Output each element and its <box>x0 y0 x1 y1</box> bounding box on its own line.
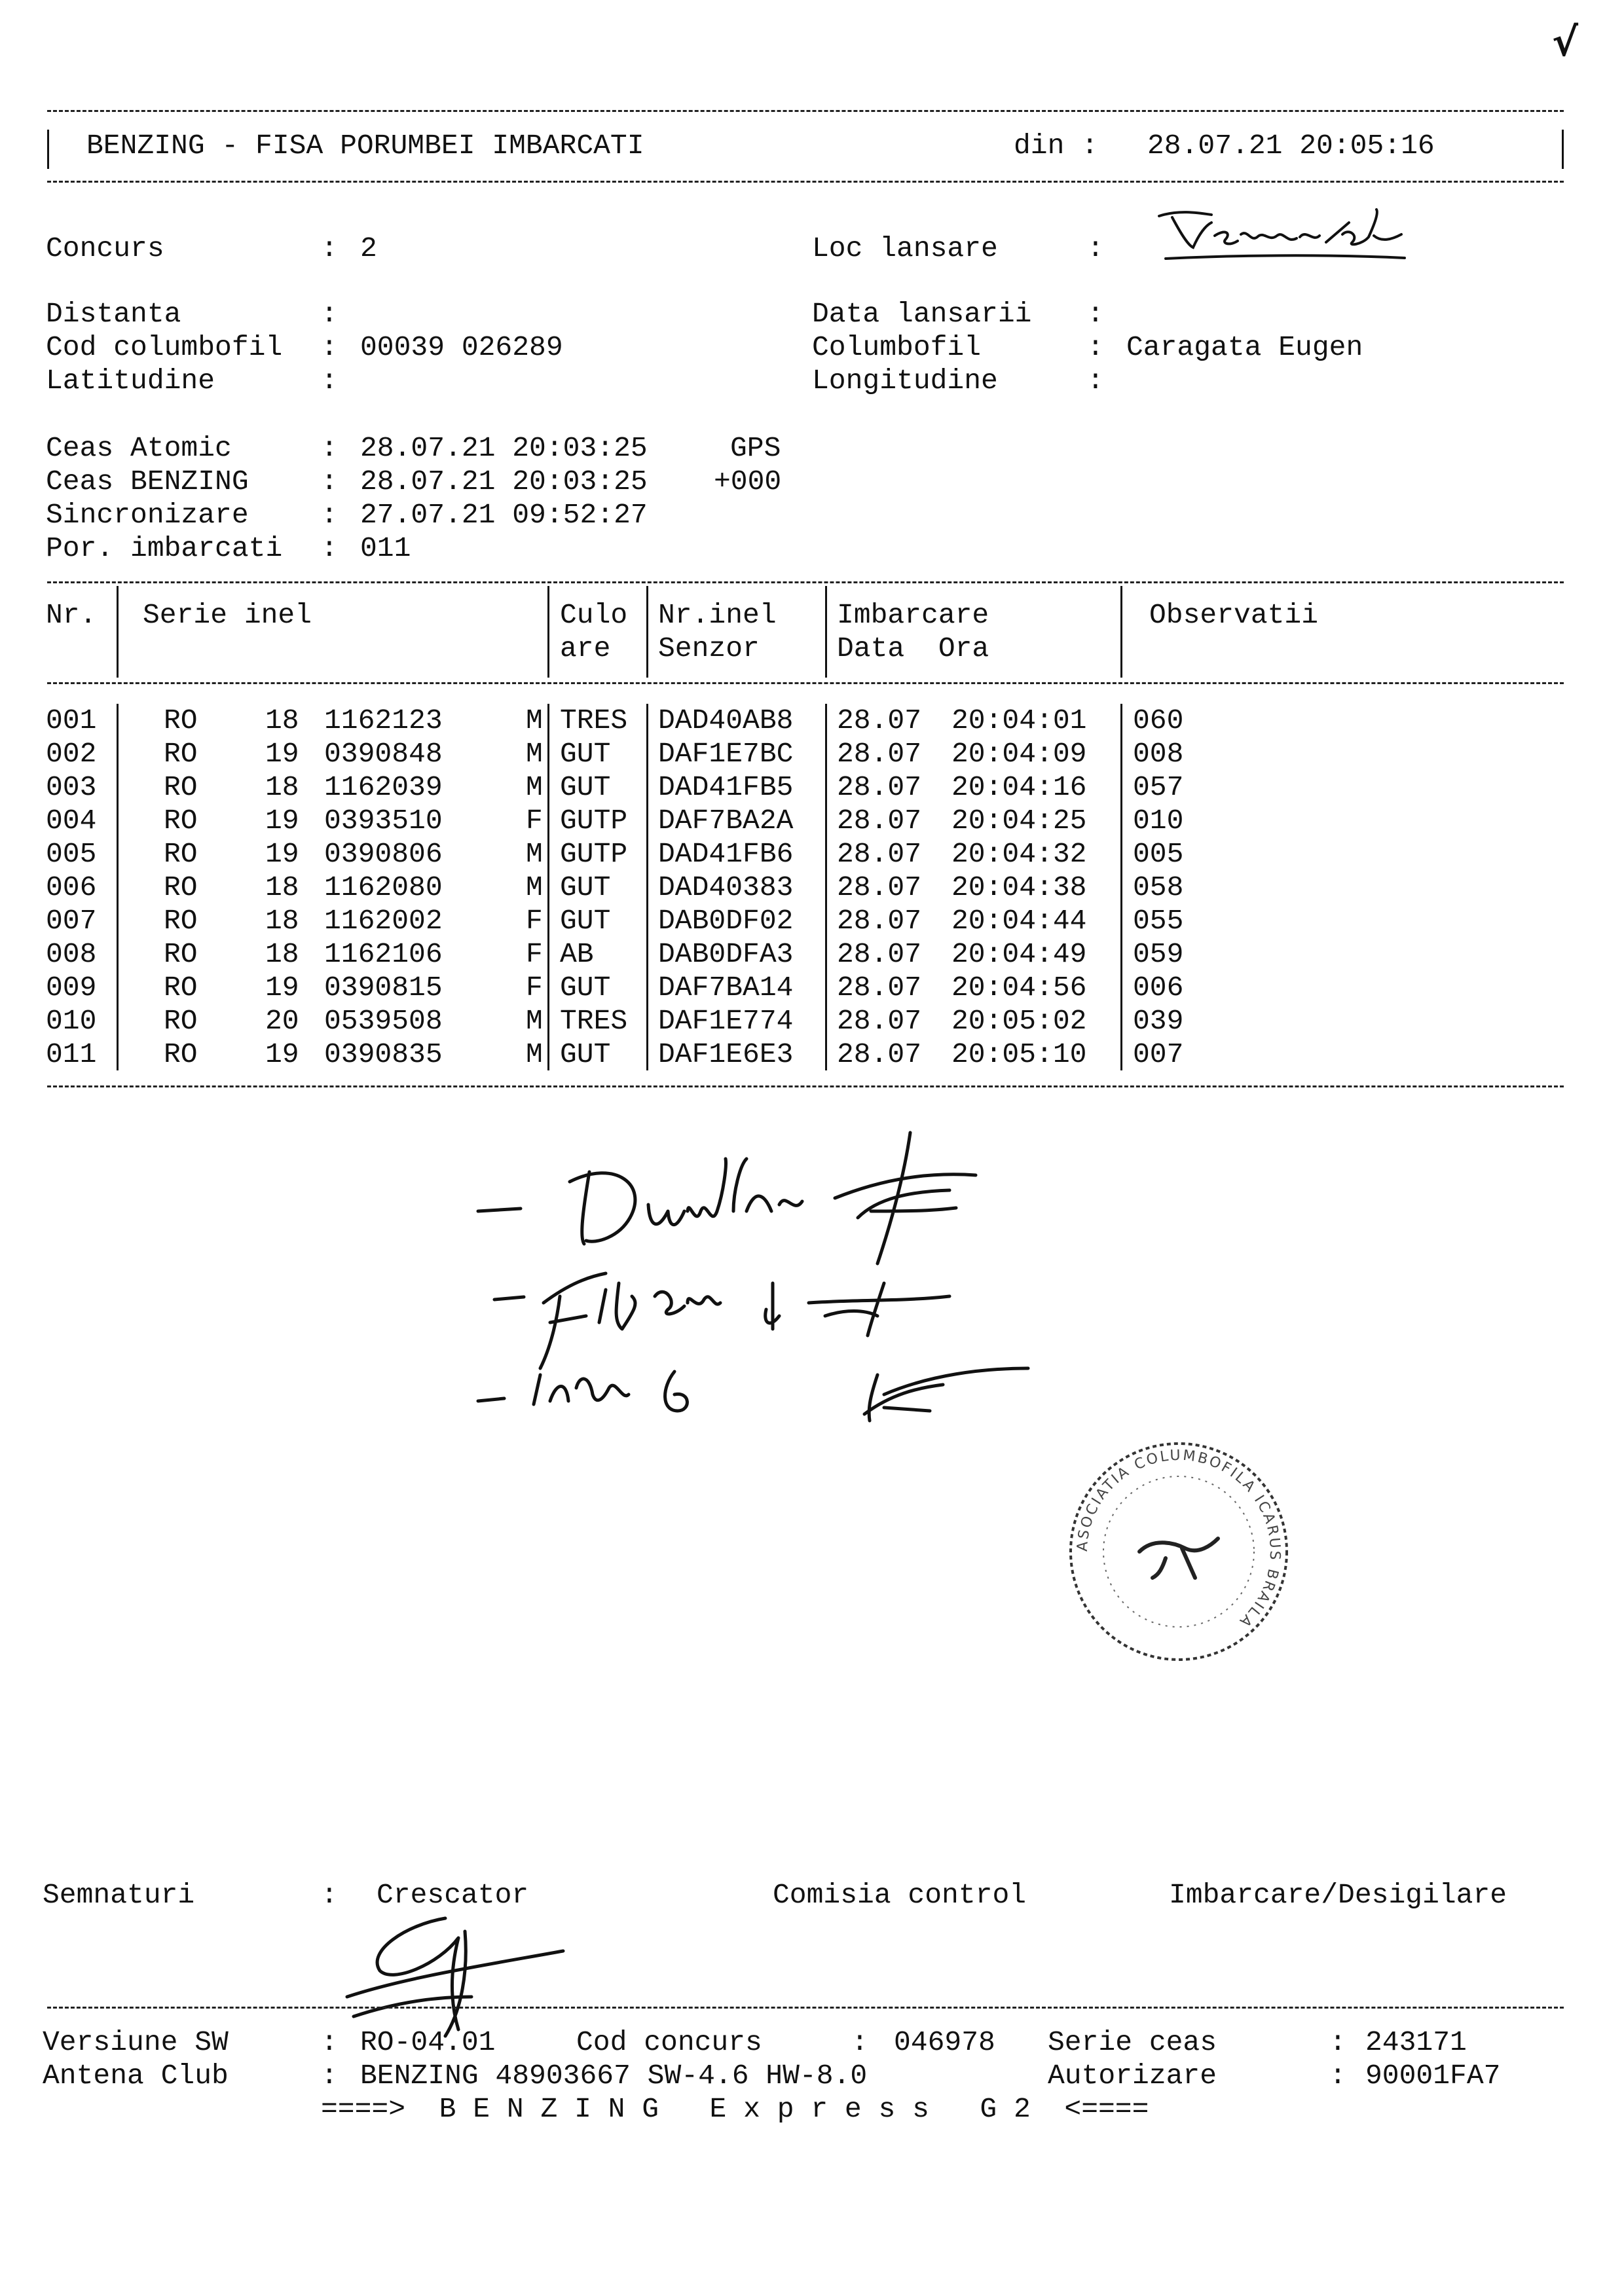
cell-senzor: DAF1E6E3 <box>658 1038 794 1070</box>
concurs-label: Concurs <box>46 232 164 264</box>
cell-observatii: 006 <box>1133 972 1184 1004</box>
col-divider <box>117 586 119 678</box>
cell-ring: 0390815 <box>324 972 443 1004</box>
cell-observatii: 008 <box>1133 738 1184 770</box>
cell-color: GUT <box>560 771 611 803</box>
cell-country: RO <box>164 838 198 870</box>
cell-date: 28.07 <box>837 805 922 837</box>
table-row <box>46 771 1562 804</box>
ceas-benzing-colon: : <box>321 465 338 498</box>
cell-ring: 1162002 <box>324 905 443 937</box>
cell-observatii: 060 <box>1133 704 1184 737</box>
cell-date: 28.07 <box>837 1038 922 1070</box>
table-header-border <box>47 682 1564 684</box>
header-nr: Nr. <box>46 599 97 631</box>
cell-year: 19 <box>265 1038 299 1070</box>
signature-line <box>47 2007 1564 2009</box>
cell-sex: M <box>526 738 543 770</box>
stamp-text: ASOCIATIA COLUMBOFILA ICARUS BRAILA <box>1074 1447 1283 1631</box>
cell-date: 28.07 <box>837 905 922 937</box>
col-divider <box>1120 586 1122 678</box>
din-label: din : <box>1014 130 1099 162</box>
cell-date: 28.07 <box>837 771 922 803</box>
cod-columbofil-label: Cod columbofil <box>46 331 283 363</box>
cell-time: 20:04:16 <box>951 771 1087 803</box>
cell-ring: 1162039 <box>324 771 443 803</box>
cell-nr: 005 <box>46 838 97 870</box>
cell-year: 19 <box>265 805 299 837</box>
cell-time: 20:04:38 <box>951 871 1087 903</box>
cell-country: RO <box>164 704 198 737</box>
col-divider <box>825 586 827 678</box>
cell-senzor: DAF7BA2A <box>658 805 794 837</box>
cod-concurs-colon: : <box>851 2026 868 2058</box>
handwritten-notes <box>458 1113 1166 1467</box>
cell-country: RO <box>164 972 198 1004</box>
col-divider <box>646 586 648 678</box>
cell-time: 20:05:10 <box>951 1038 1087 1070</box>
cell-country: RO <box>164 805 198 837</box>
por-imbarcati-label: Por. imbarcati <box>46 532 283 564</box>
comisia-label: Comisia control <box>773 1879 1027 1911</box>
cell-country: RO <box>164 1005 198 1037</box>
cell-sex: F <box>526 905 543 937</box>
cell-observatii: 007 <box>1133 1038 1184 1070</box>
cell-year: 19 <box>265 838 299 870</box>
semnaturi-colon: : <box>321 1879 338 1911</box>
cell-color: GUT <box>560 1038 611 1070</box>
cell-observatii: 058 <box>1133 871 1184 903</box>
cell-senzor: DAD41FB5 <box>658 771 794 803</box>
document-title: BENZING - FISA PORUMBEI IMBARCATI <box>86 130 644 162</box>
semnaturi-label: Semnaturi <box>43 1879 195 1911</box>
sincronizare-colon: : <box>321 499 338 531</box>
antena-label: Antena Club <box>43 2060 229 2092</box>
cell-observatii: 039 <box>1133 1005 1184 1037</box>
serie-ceas-label: Serie ceas <box>1048 2026 1217 2058</box>
cell-year: 18 <box>265 704 299 737</box>
cell-observatii: 010 <box>1133 805 1184 837</box>
cod-columbofil-colon: : <box>321 331 338 363</box>
concurs-colon: : <box>321 232 338 264</box>
cell-senzor: DAF1E774 <box>658 1005 794 1037</box>
cell-country: RO <box>164 771 198 803</box>
cell-senzor: DAD40AB8 <box>658 704 794 737</box>
cell-observatii: 005 <box>1133 838 1184 870</box>
header-box <box>47 110 1564 182</box>
cell-ring: 1162106 <box>324 938 443 970</box>
table-row <box>46 904 1562 938</box>
ceas-atomic-value: 28.07.21 20:03:25 <box>360 432 648 464</box>
cell-color: GUT <box>560 905 611 937</box>
cell-sex: M <box>526 871 543 903</box>
cell-date: 28.07 <box>837 938 922 970</box>
cell-senzor: DAF1E7BC <box>658 738 794 770</box>
cell-nr: 001 <box>46 704 97 737</box>
header-observatii: Observatii <box>1149 599 1319 631</box>
cell-nr: 003 <box>46 771 97 803</box>
table-row <box>46 1038 1562 1071</box>
concurs-value: 2 <box>360 232 377 264</box>
loc-lansare-label: Loc lansare <box>812 232 998 264</box>
antena-value: BENZING 48903667 SW-4.6 HW-8.0 <box>360 2060 868 2092</box>
cell-nr: 009 <box>46 972 97 1004</box>
cell-sex: M <box>526 704 543 737</box>
cell-date: 28.07 <box>837 972 922 1004</box>
table-row <box>46 737 1562 771</box>
latitudine-colon: : <box>321 365 338 397</box>
cell-country: RO <box>164 738 198 770</box>
loc-lansare-handwritten <box>1153 196 1414 275</box>
cell-sex: M <box>526 838 543 870</box>
cod-columbofil-value: 00039 026289 <box>360 331 563 363</box>
cell-color: GUT <box>560 972 611 1004</box>
autorizare-colon: : <box>1329 2060 1346 2092</box>
cell-year: 19 <box>265 972 299 1004</box>
cell-time: 20:04:49 <box>951 938 1087 970</box>
cell-time: 20:04:09 <box>951 738 1087 770</box>
data-lansarii-label: Data lansarii <box>812 298 1032 330</box>
versiune-value: RO-04.01 <box>360 2026 496 2058</box>
cod-concurs-label: Cod concurs <box>576 2026 762 2058</box>
cell-sex: M <box>526 1005 543 1037</box>
loc-lansare-colon: : <box>1087 232 1104 264</box>
autorizare-label: Autorizare <box>1048 2060 1217 2092</box>
benzing-banner: ====> B E N Z I N G E x p r e s s G 2 <==== <box>321 2093 1149 2125</box>
longitudine-label: Longitudine <box>812 365 998 397</box>
cell-senzor: DAB0DFA3 <box>658 938 794 970</box>
svg-text:ASOCIATIA COLUMBOFILA ICARUS B <box>1075 1448 1283 1631</box>
cell-nr: 007 <box>46 905 97 937</box>
cell-senzor: DAD40383 <box>658 871 794 903</box>
cell-ring: 0390848 <box>324 738 443 770</box>
versiune-label: Versiune SW <box>43 2026 229 2058</box>
cell-color: GUT <box>560 738 611 770</box>
association-stamp <box>1054 1427 1303 1676</box>
cell-sex: F <box>526 972 543 1004</box>
columbofil-label: Columbofil <box>812 331 982 363</box>
cell-date: 28.07 <box>837 871 922 903</box>
cell-color: TRES <box>560 1005 628 1037</box>
sincronizare-label: Sincronizare <box>46 499 249 531</box>
table-row <box>46 1004 1562 1038</box>
cell-nr: 006 <box>46 871 97 903</box>
din-timestamp: 28.07.21 20:05:16 <box>1147 130 1435 162</box>
imbarcare-desigilare-label: Imbarcare/Desigilare <box>1169 1879 1507 1911</box>
cell-color: TRES <box>560 704 628 737</box>
distanta-colon: : <box>321 298 338 330</box>
por-imbarcati-value: 011 <box>360 532 411 564</box>
cell-country: RO <box>164 871 198 903</box>
ceas-atomic-label: Ceas Atomic <box>46 432 232 464</box>
ceas-atomic-colon: : <box>321 432 338 464</box>
check-mark: √ <box>1552 20 1579 65</box>
cell-date: 28.07 <box>837 1005 922 1037</box>
header-nr-inel-2: Senzor <box>658 632 760 665</box>
cell-observatii: 059 <box>1133 938 1184 970</box>
cell-nr: 002 <box>46 738 97 770</box>
header-culoare-1: Culo <box>560 599 628 631</box>
cell-date: 28.07 <box>837 738 922 770</box>
col-divider <box>547 586 549 678</box>
header-culoare-2: are <box>560 632 611 665</box>
cell-sex: F <box>526 805 543 837</box>
serie-ceas-value: 243171 <box>1365 2026 1467 2058</box>
header-imbarcare-2: Data Ora <box>837 632 989 665</box>
cell-nr: 011 <box>46 1038 97 1070</box>
ceas-atomic-suffix: GPS <box>730 432 781 464</box>
cell-ring: 1162080 <box>324 871 443 903</box>
cell-date: 28.07 <box>837 704 922 737</box>
cell-ring: 1162123 <box>324 704 443 737</box>
cell-time: 20:04:01 <box>951 704 1087 737</box>
cell-time: 20:04:25 <box>951 805 1087 837</box>
cell-observatii: 057 <box>1133 771 1184 803</box>
cell-year: 18 <box>265 871 299 903</box>
cell-sex: M <box>526 1038 543 1070</box>
cell-country: RO <box>164 938 198 970</box>
sincronizare-value: 27.07.21 09:52:27 <box>360 499 648 531</box>
table-bottom-border <box>47 1085 1564 1087</box>
cell-color: GUTP <box>560 838 628 870</box>
cell-year: 20 <box>265 1005 299 1037</box>
header-imbarcare-1: Imbarcare <box>837 599 989 631</box>
versiune-colon: : <box>321 2026 338 2058</box>
cell-year: 18 <box>265 771 299 803</box>
serie-ceas-colon: : <box>1329 2026 1346 2058</box>
cell-year: 18 <box>265 905 299 937</box>
cell-time: 20:04:44 <box>951 905 1087 937</box>
header-serie-inel: Serie inel <box>143 599 312 631</box>
cell-ring: 0393510 <box>324 805 443 837</box>
table-row <box>46 837 1562 871</box>
ceas-benzing-label: Ceas BENZING <box>46 465 249 498</box>
data-lansarii-colon: : <box>1087 298 1104 330</box>
cell-country: RO <box>164 1038 198 1070</box>
cell-senzor: DAB0DF02 <box>658 905 794 937</box>
distanta-label: Distanta <box>46 298 181 330</box>
cell-year: 18 <box>265 938 299 970</box>
cell-color: GUTP <box>560 805 628 837</box>
columbofil-value: Caragata Eugen <box>1126 331 1363 363</box>
columbofil-colon: : <box>1087 331 1104 363</box>
table-row <box>46 704 1562 737</box>
cell-ring: 0390806 <box>324 838 443 870</box>
autorizare-value: 90001FA7 <box>1365 2060 1501 2092</box>
header-nr-inel-1: Nr.inel <box>658 599 777 631</box>
cell-senzor: DAD41FB6 <box>658 838 794 870</box>
cell-time: 20:04:56 <box>951 972 1087 1004</box>
cell-sex: M <box>526 771 543 803</box>
cell-year: 19 <box>265 738 299 770</box>
table-row <box>46 804 1562 837</box>
cell-nr: 008 <box>46 938 97 970</box>
cell-date: 28.07 <box>837 838 922 870</box>
ceas-benzing-value: 28.07.21 20:03:25 <box>360 465 648 498</box>
cell-nr: 010 <box>46 1005 97 1037</box>
cell-color: GUT <box>560 871 611 903</box>
table-row <box>46 871 1562 904</box>
cell-color: AB <box>560 938 594 970</box>
cell-ring: 0390835 <box>324 1038 443 1070</box>
por-imbarcati-colon: : <box>321 532 338 564</box>
cell-senzor: DAF7BA14 <box>658 972 794 1004</box>
cell-observatii: 055 <box>1133 905 1184 937</box>
crescator-label: Crescator <box>377 1879 529 1911</box>
cell-time: 20:05:02 <box>951 1005 1087 1037</box>
ceas-benzing-suffix: +000 <box>714 465 782 498</box>
cell-country: RO <box>164 905 198 937</box>
cod-concurs-value: 046978 <box>894 2026 995 2058</box>
latitudine-label: Latitudine <box>46 365 215 397</box>
table-row <box>46 938 1562 971</box>
cell-time: 20:04:32 <box>951 838 1087 870</box>
longitudine-colon: : <box>1087 365 1104 397</box>
cell-sex: F <box>526 938 543 970</box>
cell-nr: 004 <box>46 805 97 837</box>
cell-ring: 0539508 <box>324 1005 443 1037</box>
antena-colon: : <box>321 2060 338 2092</box>
table-top-border <box>47 581 1564 583</box>
table-row <box>46 971 1562 1004</box>
